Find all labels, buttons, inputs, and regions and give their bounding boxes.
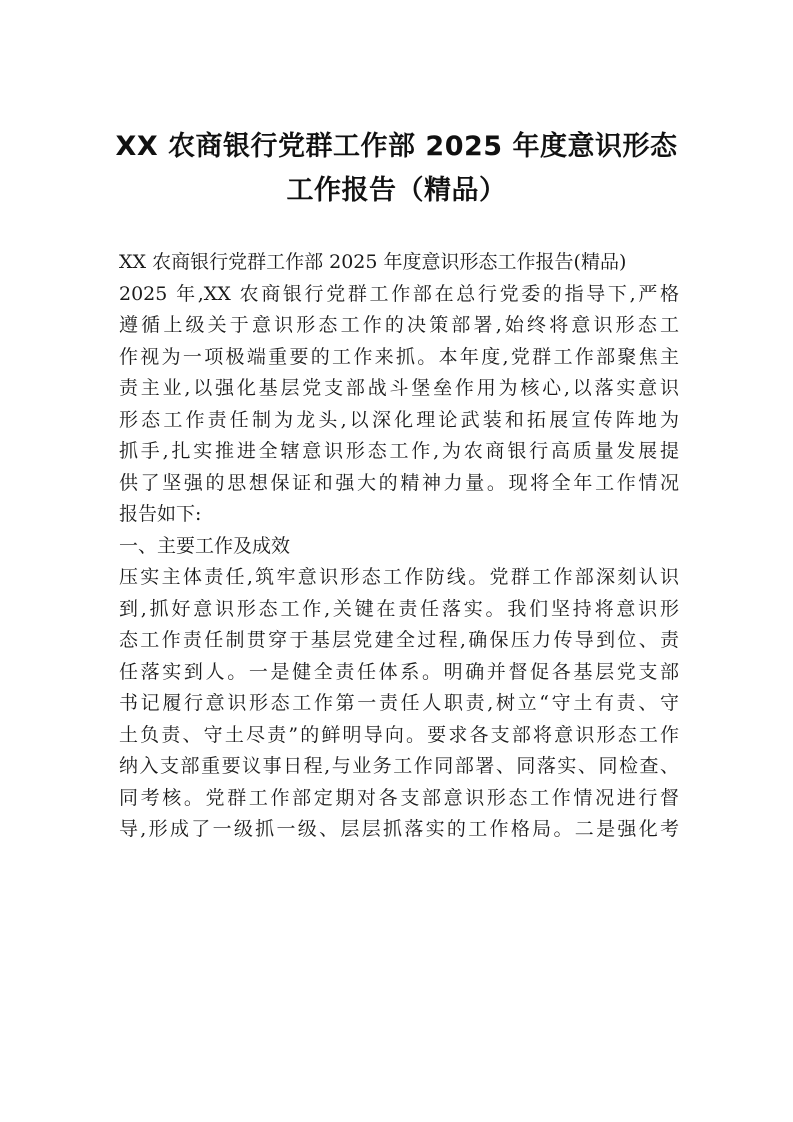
body-line: 任落实到人。一是健全责任体系。明确并督促各基层党支部: [119, 660, 679, 683]
body-line: 2025 年,XX 农商银行党群工作部在总行党委的指导下,严格: [119, 282, 679, 305]
body-line: 书记履行意识形态工作第一责任人职责,树立“守土有责、守: [119, 692, 679, 714]
body-line: 到,抓好意识形态工作,关键在责任落实。我们坚持将意识形: [119, 597, 679, 620]
body-line: 同考核。党群工作部定期对各支部意识形态工作情况进行督: [119, 786, 679, 809]
body-line: 土负责、守土尽责”的鲜明导向。要求各支部将意识形态工作: [119, 723, 679, 746]
body-line: 报告如下:: [119, 503, 202, 525]
body-line: 纳入支部重要议事日程,与业务工作同部署、同落实、同检查、: [119, 755, 679, 777]
document-title-line-1: XX 农商银行党群工作部 2025 年度意识形态: [115, 131, 678, 162]
document-title-line-2: 工作报告（精品）: [286, 175, 507, 206]
body-line: XX 农商银行党群工作部 2025 年度意识形态工作报告(精品): [119, 251, 627, 273]
body-line: 压实主体责任,筑牢意识形态工作防线。党群工作部深刻认识: [119, 566, 679, 588]
section-heading: 一、主要工作及成效: [119, 534, 291, 557]
body-line: 形态工作责任制为龙头,以深化理论武装和拓展宣传阵地为: [119, 408, 679, 431]
body-line: 导,形成了一级抓一级、层层抓落实的工作格局。二是强化考: [119, 818, 679, 840]
body-line: 责主业,以强化基层党支部战斗堡垒作用为核心,以落实意识: [119, 377, 679, 399]
body-line: 抓手,扎实推进全辖意识形态工作,为农商银行高质量发展提: [119, 440, 679, 462]
body-line: 作视为一项极端重要的工作来抓。本年度,党群工作部聚焦主: [119, 345, 679, 368]
body-line: 态工作责任制贯穿于基层党建全过程,确保压力传导到位、责: [119, 629, 679, 651]
body-line: 遵循上级关于意识形态工作的决策部署,始终将意识形态工: [119, 314, 679, 336]
body-line: 供了坚强的思想保证和强大的精神力量。现将全年工作情况: [119, 471, 679, 494]
